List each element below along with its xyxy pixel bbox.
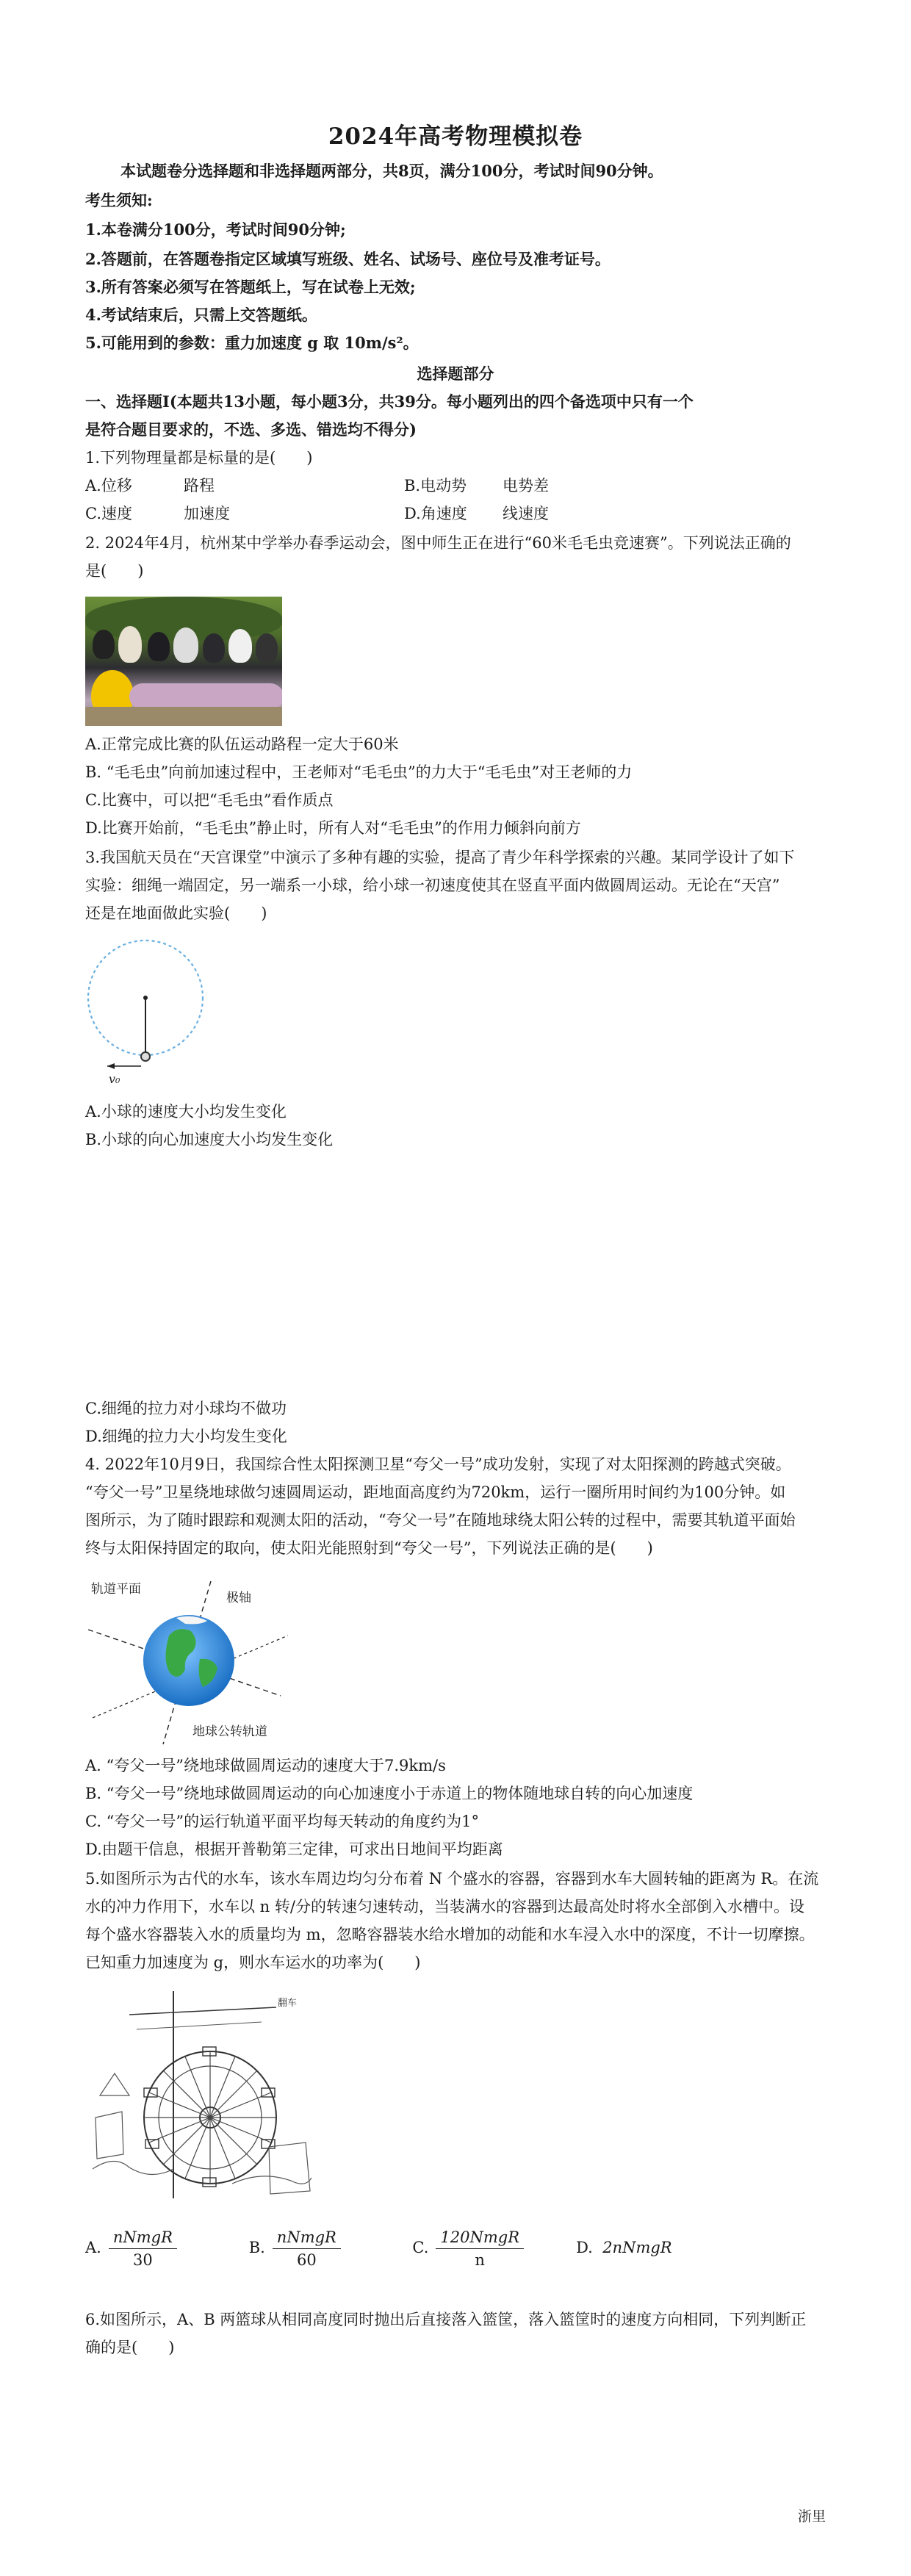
q3-option-b: B.小球的向心加速度大小均发生变化 xyxy=(85,1131,334,1148)
q1-option-b: B.电动势 xyxy=(404,477,467,494)
q4-option-c: C. “夸父一号”的运行轨道平面平均每天转动的角度约为1° xyxy=(85,1813,480,1830)
q5-option-c-letter: C. xyxy=(412,2239,429,2256)
q5-option-c xyxy=(412,2226,571,2271)
q5-option-a-letter: A. xyxy=(85,2239,101,2256)
q6-stem-1: 6.如图所示，A、B 两篮球从相同高度同时抛出后直接落入篮筐，落入篮筐时的速度方向相同，下列判断正 xyxy=(85,2311,807,2328)
q5-option-a xyxy=(85,2226,244,2271)
q1-option-d: D.角速度 xyxy=(404,505,467,522)
q1-option-c-2: 加速度 xyxy=(184,505,230,522)
q4-option-d: D.由题干信息，根据开普勒第三定律，可求出日地间平均距离 xyxy=(85,1841,503,1858)
q3-stem-1: 3.我国航天员在“天宫课堂”中演示了多种有趣的实验，提高了青少年科学探索的兴趣。某同学设计了如下 xyxy=(85,849,795,866)
q1-options-row-2 xyxy=(85,500,549,528)
part1-heading-2: 是符合题目要求的，不选、多选、错选均不得分) xyxy=(85,420,417,439)
polar-axis-label: 极轴 xyxy=(226,1591,251,1605)
waterwheel-label: 翻车 xyxy=(278,1998,298,2009)
q3-stem-3: 还是在地面做此实验( ) xyxy=(85,904,267,922)
q1-stem: 1.下列物理量都是标量的是( ) xyxy=(85,449,313,467)
q4-stem-4: 终与太阳保持固定的取向，使太阳光能照射到“夸父一号”，下列说法正确的是( ) xyxy=(85,1539,653,1557)
q2-option-c: C.比赛中，可以把“毛毛虫”看作质点 xyxy=(85,791,334,809)
q5-option-a-numerator: nNmgR xyxy=(109,2226,177,2249)
q5-option-b-numerator: nNmgR xyxy=(273,2226,341,2249)
q2-stem-1: 2. 2024年4月，杭州某中学举办春季运动会，图中师生正在进行“60米毛毛虫竞速赛”。下列说法正确的 xyxy=(85,534,791,552)
q1-option-c: C.速度 xyxy=(85,505,132,522)
q5-stem-3: 每个盛水容器装入水的质量均为 m，忽略容器装水给水增加的动能和水车浸入水中的深度，不计一切摩擦。 xyxy=(85,1926,815,1943)
page-title: 2024年高考物理模拟卷 xyxy=(328,123,583,150)
q5-option-c-denominator: n xyxy=(475,2251,485,2269)
q3-option-d: D.细绳的拉力大小均发生变化 xyxy=(85,1428,287,1445)
q1-option-d-2: 线速度 xyxy=(503,505,549,522)
notice-4: 4.考试结束后，只需上交答题纸。 xyxy=(85,306,317,324)
orbit-plane-label: 轨道平面 xyxy=(91,1582,141,1597)
q1-option-a: A.位移 xyxy=(85,477,132,494)
q5-option-a-denominator: 30 xyxy=(133,2251,153,2269)
section-title: 选择题部分 xyxy=(417,364,494,383)
q5-option-c-numerator: 120NmgR xyxy=(436,2226,524,2249)
intro-text: 本试题卷分选择题和非选择题两部分，共8页，满分100分，考试时间90分钟。 xyxy=(120,162,663,180)
q4-stem-2: “夸父一号”卫星绕地球做匀速圆周运动，距地面高度约为720km，运行一圈所用时间约为100分钟。如 xyxy=(85,1483,786,1501)
q2-stem-2: 是( ) xyxy=(85,562,144,580)
waterwheel-figure xyxy=(85,1985,313,2206)
q1-options-row-1 xyxy=(85,472,549,500)
q5-option-d xyxy=(576,2234,672,2262)
q4-stem-1: 4. 2022年10月9日，我国综合性太阳探测卫星“夸父一号”成功发射，实现了对太阳探测的跨越式突破。 xyxy=(85,1456,791,1473)
q6-stem-2: 确的是( ) xyxy=(85,2339,175,2356)
revolution-orbit-label: 地球公转轨道 xyxy=(192,1724,267,1739)
q5-option-d-letter: D. xyxy=(576,2239,593,2256)
q2-option-a: A.正常完成比赛的队伍运动路程一定大于60米 xyxy=(85,735,399,753)
q5-option-b xyxy=(249,2226,408,2271)
notice-3: 3.所有答案必须写在答题纸上，写在试卷上无效; xyxy=(85,278,416,296)
q3-option-c: C.细绳的拉力对小球均不做功 xyxy=(85,1400,287,1417)
race-photo xyxy=(85,597,282,726)
circular-motion-figure xyxy=(82,938,222,1093)
q5-stem-2: 水的冲力作用下，水车以 n 转/分的转速匀速转动，当装满水的容器到达最高处时将水全部倒入水槽中。设 xyxy=(85,1898,804,1915)
page-footer: 浙里 xyxy=(798,2508,827,2525)
q4-option-b: B. “夸父一号”绕地球做圆周运动的向心加速度小于赤道上的物体随地球自转的向心加速度 xyxy=(85,1785,694,1802)
q5-option-b-letter: B. xyxy=(248,2239,265,2256)
notice-header: 考生须知: xyxy=(85,191,153,209)
q1-option-a-2: 路程 xyxy=(184,477,215,494)
q4-stem-3: 图所示，为了随时跟踪和观测太阳的活动，“夸父一号”在随地球绕太阳公转的过程中，需要其轨道平面始 xyxy=(85,1511,796,1529)
q5-option-d-value: 2nNmgR xyxy=(602,2239,672,2256)
q5-option-b-denominator: 60 xyxy=(296,2251,317,2269)
q5-option-b-fraction xyxy=(273,2226,341,2271)
q2-option-d: D.比赛开始前，“毛毛虫”静止时，所有人对“毛毛虫”的作用力倾斜向前方 xyxy=(85,819,581,837)
part1-heading-1: 一、选择题Ⅰ(本题共13小题，每小题3分，共39分。每小题列出的四个备选项中只有一个 xyxy=(85,392,694,411)
q2-option-b: B. “毛毛虫”向前加速过程中，王老师对“毛毛虫”的力大于“毛毛虫”对王老师的力 xyxy=(85,763,633,781)
q1-option-b-2: 电势差 xyxy=(503,477,549,494)
q5-stem-1: 5.如图所示为古代的水车，该水车周边均匀分布着 N 个盛水的容器，容器到水车大圆转轴的距离为 R。在流 xyxy=(85,1870,819,1888)
v0-label: v₀ xyxy=(109,1072,120,1086)
notice-2: 2.答题前，在答题卷指定区域填写班级、姓名、试场号、座位号及准考证号。 xyxy=(85,250,611,268)
q5-options-row xyxy=(85,2226,829,2271)
notice-1: 1.本卷满分100分，考试时间90分钟; xyxy=(85,220,346,239)
q5-stem-4: 已知重力加速度为 g，则水车运水的功率为( ) xyxy=(85,1954,421,1971)
notice-5: 5.可能用到的参数：重力加速度 g 取 10m/s²。 xyxy=(85,334,419,352)
q5-option-c-fraction xyxy=(436,2226,524,2271)
q4-option-a: A. “夸父一号”绕地球做圆周运动的速度大于7.9km/s xyxy=(85,1757,446,1774)
q5-option-a-fraction xyxy=(109,2226,177,2271)
q3-option-a: A.小球的速度大小均发生变化 xyxy=(85,1103,287,1120)
q3-stem-2: 实验：细绳一端固定，另一端系一小球，给小球一初速度使其在竖直平面内做圆周运动。无论在“天宫” xyxy=(85,877,780,894)
earth-orbit-figure xyxy=(82,1571,303,1747)
